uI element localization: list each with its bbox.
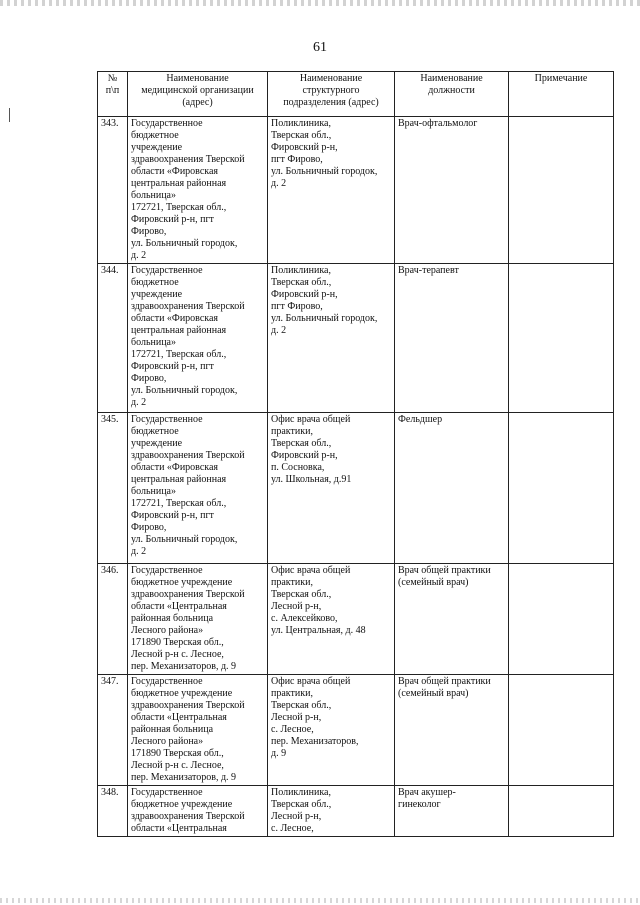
table-row (98, 117, 614, 264)
note-cell (509, 117, 614, 264)
subdivision-cell: Офис врача общей практики, Тверская обл., Лесной р-н, с. Лесное, пер. Механизаторов, д. 9 (268, 675, 395, 786)
row-number: 346. (98, 564, 128, 675)
note-cell (509, 786, 614, 837)
table-header-row (98, 72, 614, 117)
organization-cell: Государственное бюджетное учреждение здравоохранения Тверской области «Фировская центральная районная больница» 172721, Тверская обл., Фировский р-н, пгт Фирово, ул. Больничный городок, д. 2 (128, 264, 268, 413)
table-row (98, 413, 614, 564)
table-row (98, 675, 614, 786)
header-position: Наименование должности (395, 72, 509, 117)
header-subdivision: Наименование структурного подразделения (адрес) (268, 72, 395, 117)
table-row (98, 264, 614, 413)
subdivision-cell: Офис врача общей практики, Тверская обл., Фировский р-н, п. Сосновка, ул. Школьная, д.91 (268, 413, 395, 564)
organization-cell: Государственное бюджетное учреждение здравоохранения Тверской области «Центральная районная больница Лесного района» 171890 Тверская обл., Лесной р-н с. Лесное, пер. Механизаторов, д. 9 (128, 675, 268, 786)
row-number: 343. (98, 117, 128, 264)
header-note: Примечание (509, 72, 614, 117)
position-cell: Врач акушер- гинеколог (395, 786, 509, 837)
row-number: 348. (98, 786, 128, 837)
scan-edge-top (0, 0, 640, 6)
scan-edge-bottom (0, 898, 640, 903)
note-cell (509, 675, 614, 786)
page-number: 61 (313, 40, 327, 55)
subdivision-cell: Поликлиника, Тверская обл., Фировский р-н, пгт Фирово, ул. Больничный городок, д. 2 (268, 264, 395, 413)
position-cell: Врач общей практики (семейный врач) (395, 675, 509, 786)
margin-mark (9, 108, 10, 122)
position-cell: Врач-терапевт (395, 264, 509, 413)
table-row (98, 786, 614, 837)
medical-positions-table (97, 71, 614, 837)
header-organization: Наименование медицинской организации (адрес) (128, 72, 268, 117)
organization-cell: Государственное бюджетное учреждение здравоохранения Тверской области «Центральная (128, 786, 268, 837)
note-cell (509, 564, 614, 675)
organization-cell: Государственное бюджетное учреждение здравоохранения Тверской области «Фировская центральная районная больница» 172721, Тверская обл., Фировский р-н, пгт Фирово, ул. Больничный городок, д. 2 (128, 117, 268, 264)
table-row (98, 564, 614, 675)
position-cell: Фельдшер (395, 413, 509, 564)
header-number: № п\п (98, 72, 128, 117)
row-number: 347. (98, 675, 128, 786)
organization-cell: Государственное бюджетное учреждение здравоохранения Тверской области «Фировская центральная районная больница» 172721, Тверская обл., Фировский р-н, пгт Фирово, ул. Больничный городок, д. 2 (128, 413, 268, 564)
subdivision-cell: Поликлиника, Тверская обл., Лесной р-н, с. Лесное, (268, 786, 395, 837)
row-number: 345. (98, 413, 128, 564)
position-cell: Врач общей практики (семейный врач) (395, 564, 509, 675)
subdivision-cell: Офис врача общей практики, Тверская обл., Лесной р-н, с. Алексейково, ул. Центральная, д. 48 (268, 564, 395, 675)
position-cell: Врач-офтальмолог (395, 117, 509, 264)
subdivision-cell: Поликлиника, Тверская обл., Фировский р-н, пгт Фирово, ул. Больничный городок, д. 2 (268, 117, 395, 264)
note-cell (509, 264, 614, 413)
note-cell (509, 413, 614, 564)
row-number: 344. (98, 264, 128, 413)
organization-cell: Государственное бюджетное учреждение здравоохранения Тверской области «Центральная районная больница Лесного района» 171890 Тверская обл., Лесной р-н с. Лесное, пер. Механизаторов, д. 9 (128, 564, 268, 675)
